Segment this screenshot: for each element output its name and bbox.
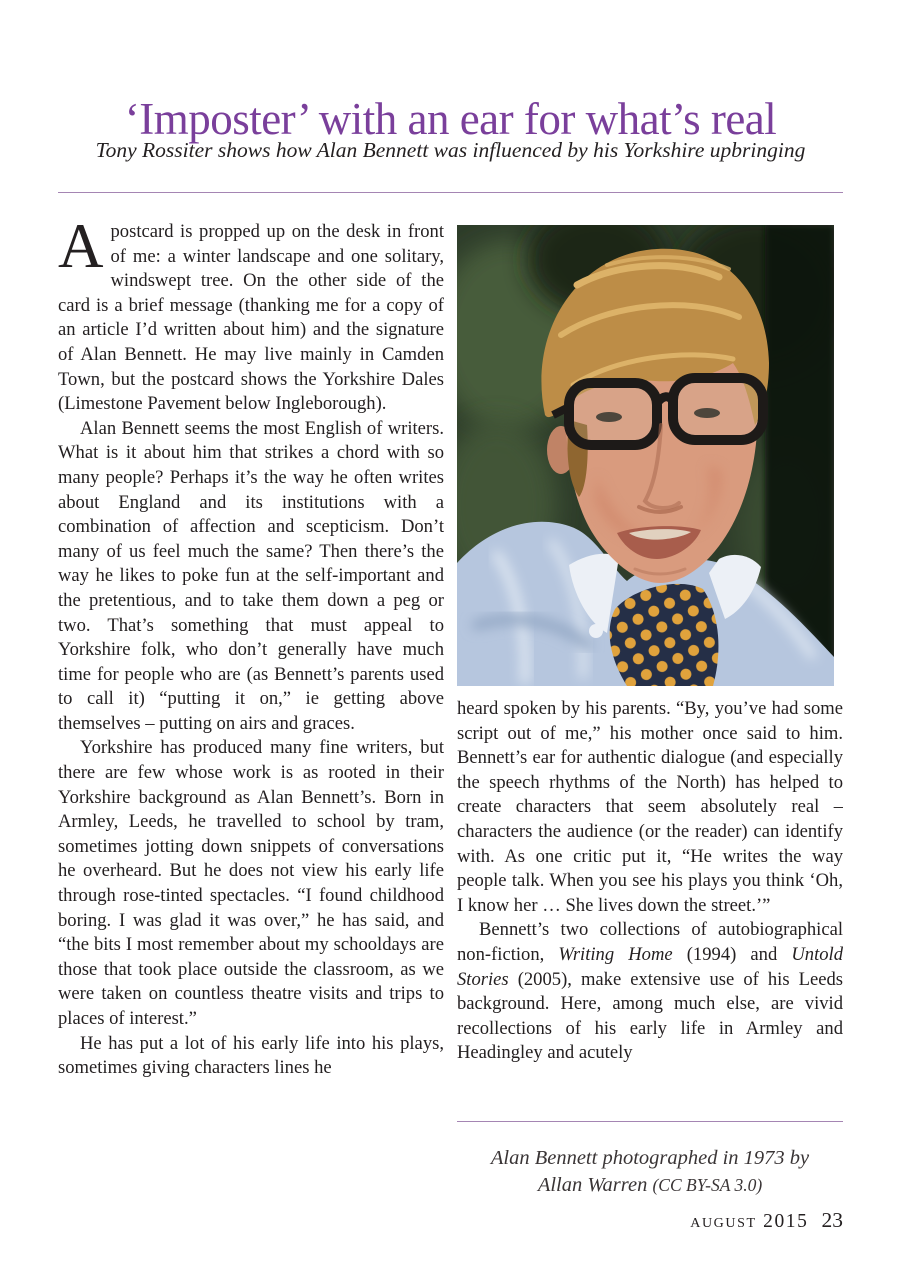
- column-right-text: [457, 697, 843, 1117]
- photo-caption: [457, 1121, 843, 1199]
- eye-left: [596, 412, 622, 422]
- page-number: 23: [821, 1208, 843, 1232]
- portrait-photo: [457, 225, 834, 686]
- drop-cap: A: [58, 220, 104, 281]
- header-divider: [58, 192, 843, 193]
- paragraph-1-text: postcard is propped up on the desk in front of me: a winter landscape and one solitary, windswept tree. On the other side of the card is a brief message (thanking me for a copy of an article I’d written about him) and the signature of Alan Bennett. He may live mainly in Camden Town, but the postcard shows the Yorkshire Dales (Limestone Pavement below Ingleborough).: [58, 221, 444, 415]
- page-title: ‘Imposter’ with an ear for what’s real: [124, 94, 777, 145]
- paragraph-1: [58, 220, 444, 417]
- eye-right: [694, 408, 720, 418]
- page-footer: [690, 1208, 843, 1233]
- shirt-button: [589, 624, 603, 638]
- caption-line1: Alan Bennett photographed in 1973 by: [490, 1147, 810, 1169]
- paragraph-5: heard spoken by his parents. “By, you’ve had some script out of me,” his mother once said to him. Bennett’s ear for authentic dialogue (and especially the speech rhythms of the North) has helped to create characters that seem absolutely real – characters the audience (or the reader) can identify with. As one critic put it, “He writes the way people talk. When you see his plays you think ‘Oh, I know her … She lives down the street.’”: [457, 698, 843, 916]
- paragraph-4: He has put a lot of his early life into his plays, sometimes giving characters lines he: [58, 1032, 444, 1079]
- issue-date: august 2015: [690, 1211, 809, 1232]
- standfirst: Tony Rossiter shows how Alan Bennett was influenced by his Yorkshire upbringing: [95, 138, 806, 162]
- paragraph-2: Alan Bennett seems the most English of writers. What is it about him that strikes a chord with so many people? Perhaps it’s the way he often writes about England and its institutions with a combination of affection and scepticism. Don’t many of us feel much the same? Then there’s the way he likes to poke fun at the self-important and the pretentious, and to take them down a peg or two. That’s something that must appeal to Yorkshire folk, who don’t generally have much time for people who are (as Bennett’s parents used to call it) “putting it on,” ie getting above themselves – putting on airs and graces.: [58, 417, 444, 734]
- column-right: [457, 225, 843, 1117]
- column-left: [58, 220, 444, 1220]
- caption-license: (CC BY-SA 3.0): [652, 1175, 763, 1195]
- paragraph-3: Yorkshire has produced many fine writers, but there are few whose work is as rooted in their Yorkshire background as Alan Bennett’s. Born in Armley, Leeds, he travelled to school by tram, sometimes jotting down snippets of conversations he overheard. But he does not view his early life through rose-tinted spectacles. “I found childhood boring. I was glad it was over,” he has said, and “the bits I most remember about my schooldays are those that took place outside the classroom, as we were taken on countless theatre visits and trips to places of interest.”: [58, 737, 444, 1029]
- paragraph-6: Bennett’s two collections of autobiographical non-fiction, Writing Home (1994) and Untold Stories (2005), make extensive use of his Leeds background. Here, among much else, are vivid recollections of his early life in Armley and Headingley and acutely: [457, 919, 843, 1064]
- caption-photographer: Allan Warren: [537, 1174, 653, 1196]
